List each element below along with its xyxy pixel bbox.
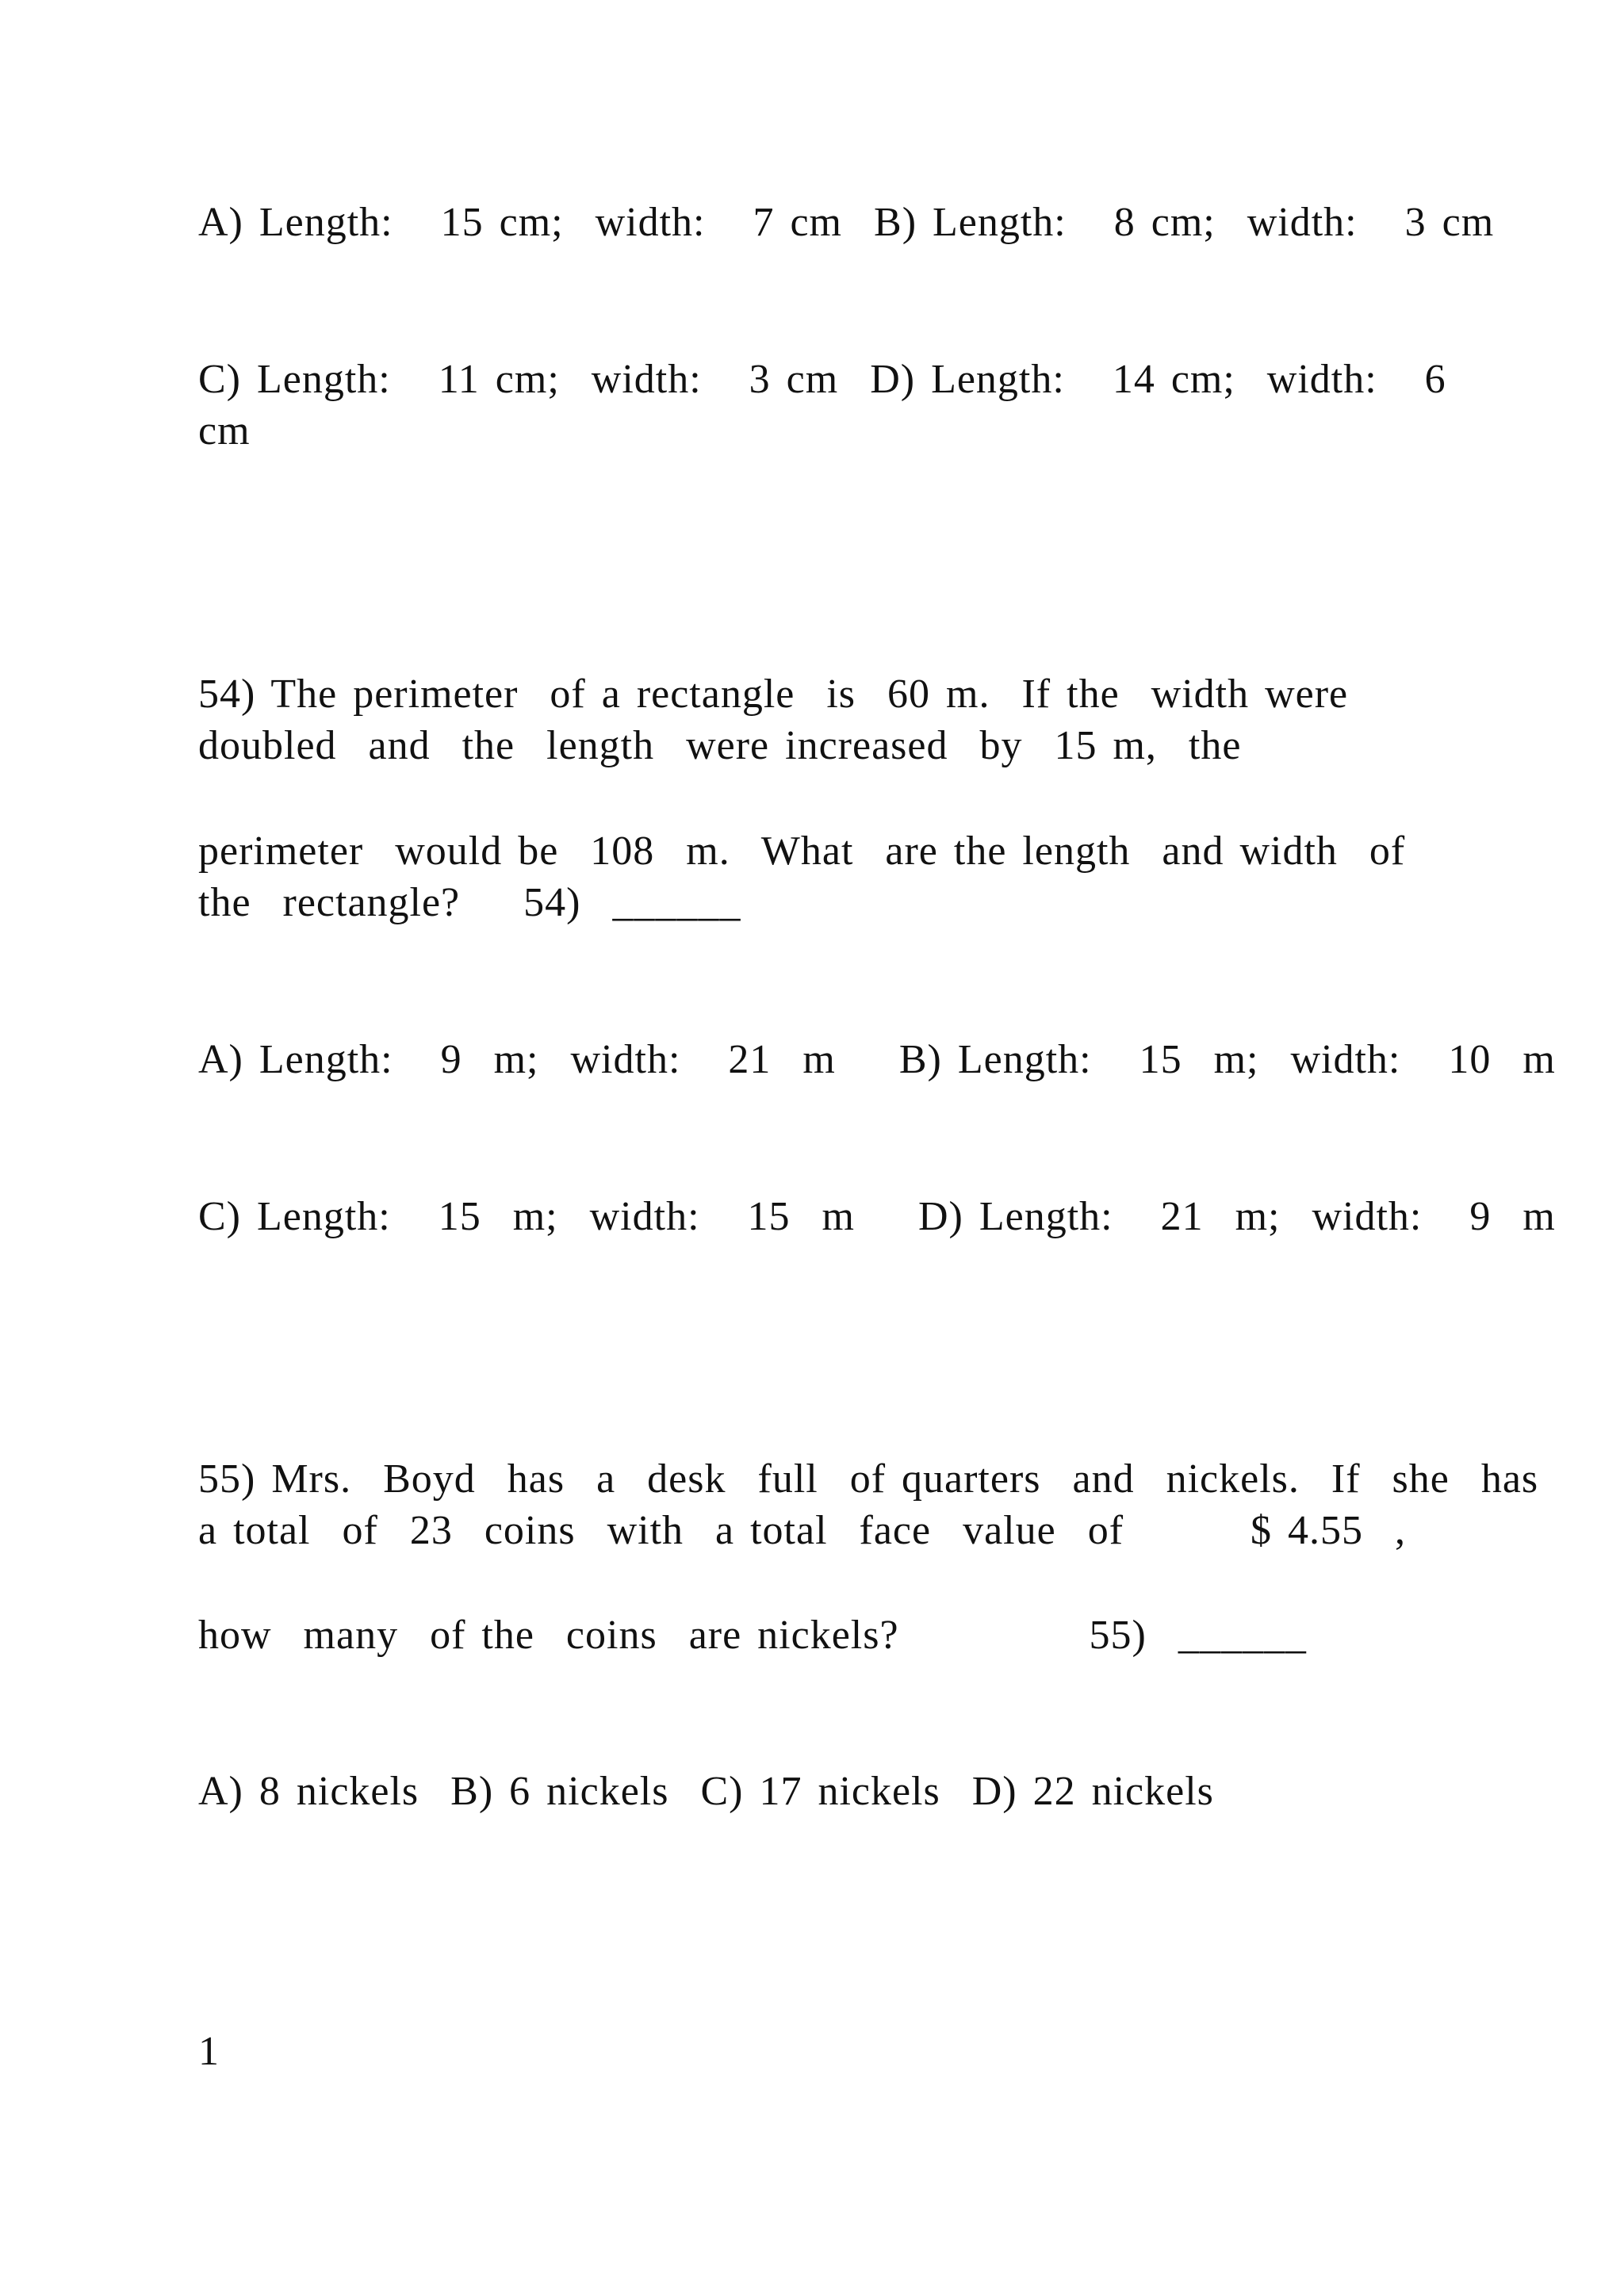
q55-stem-line-3: how many of the coins are nickels? 55) ______ [198,1613,1307,1658]
q54-stem-line-2: doubled and the length were increased by 15 m, the [198,723,1242,768]
q53-options-line-3: cm [198,408,251,453]
q55-stem-line-2: a total of 23 coins with a total face value of $ 4.55 , [198,1508,1407,1553]
q53-options-line-1: A) Length: 15 cm; width: 7 cm B) Length: 8 cm; width: 3 cm [198,200,1495,245]
q54-stem-line-1: 54) The perimeter of a rectangle is 60 m. If the width were [198,672,1349,717]
q54-stem-line-4: the rectangle? 54) ______ [198,880,741,925]
q54-options-line-2: C) Length: 15 m; width: 15 m D) Length: 21 m; width: 9 m [198,1194,1556,1239]
q53-options-line-2: C) Length: 11 cm; width: 3 cm D) Length: 14 cm; width: 6 [198,357,1446,402]
q54-stem-line-3: perimeter would be 108 m. What are the length and width of [198,828,1406,874]
page-number: 1 [198,2029,219,2074]
q55-stem-line-1: 55) Mrs. Boyd has a desk full of quarters and nickels. If she has [198,1456,1539,1502]
q54-options-line-1: A) Length: 9 m; width: 21 m B) Length: 15 m; width: 10 m [198,1037,1556,1082]
q55-options-line-1: A) 8 nickels B) 6 nickels C) 17 nickels D) 22 nickels [198,1769,1214,1814]
